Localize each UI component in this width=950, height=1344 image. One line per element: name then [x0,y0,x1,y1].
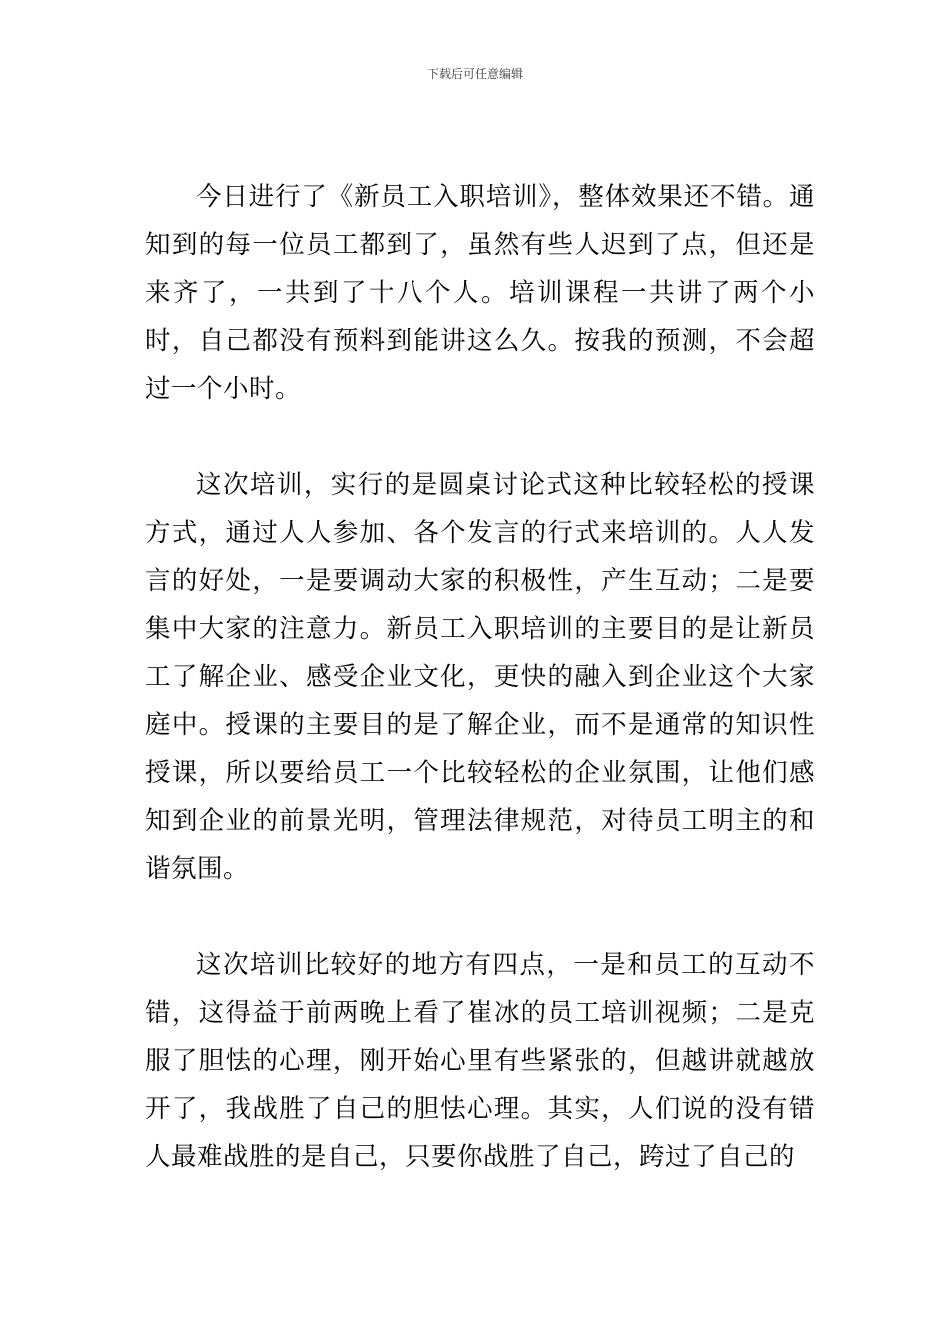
paragraph-2: 这次培训，实行的是圆桌讨论式这种比较轻松的授课方式，通过人人参加、各个发言的行式来培训的。人人发言的好处，一是要调动大家的积极性，产生互动；二是要集中大家的注意力。新员工入职培训的主要目的是让新员工了解企业、感受企业文化，更快的融入到企业这个大家庭中。授课的主要目的是了解企业，而不是通常的知识性授课，所以要给员工一个比较轻松的企业氛围，让他们感知到企业的前景光明，管理法律规范，对待员工明主的和谐氛围。 [145,470,815,884]
document-body [145,173,815,1181]
paragraph-3: 这次培训比较好的地方有四点，一是和员工的互动不错，这得益于前两晚上看了崔冰的员工培训视频；二是克服了胆怯的心理，刚开始心里有些紧张的，但越讲就越放开了，我战胜了自己的胆怯心理。其实，人们说的没有错人最难战胜的是自己，只要你战胜了自己，跨过了自己的 [145,950,815,1172]
paragraph-1: 今日进行了《新员工入职培训》，整体效果还不错。通知到的每一位员工都到了，虽然有些人迟到了点，但还是来齐了，一共到了十八个人。培训课程一共讲了两个小时，自己都没有预料到能讲这么久。按我的预测，不会超过一个小时。 [145,182,815,404]
header-note: 下载后可任意编辑 [426,67,523,81]
